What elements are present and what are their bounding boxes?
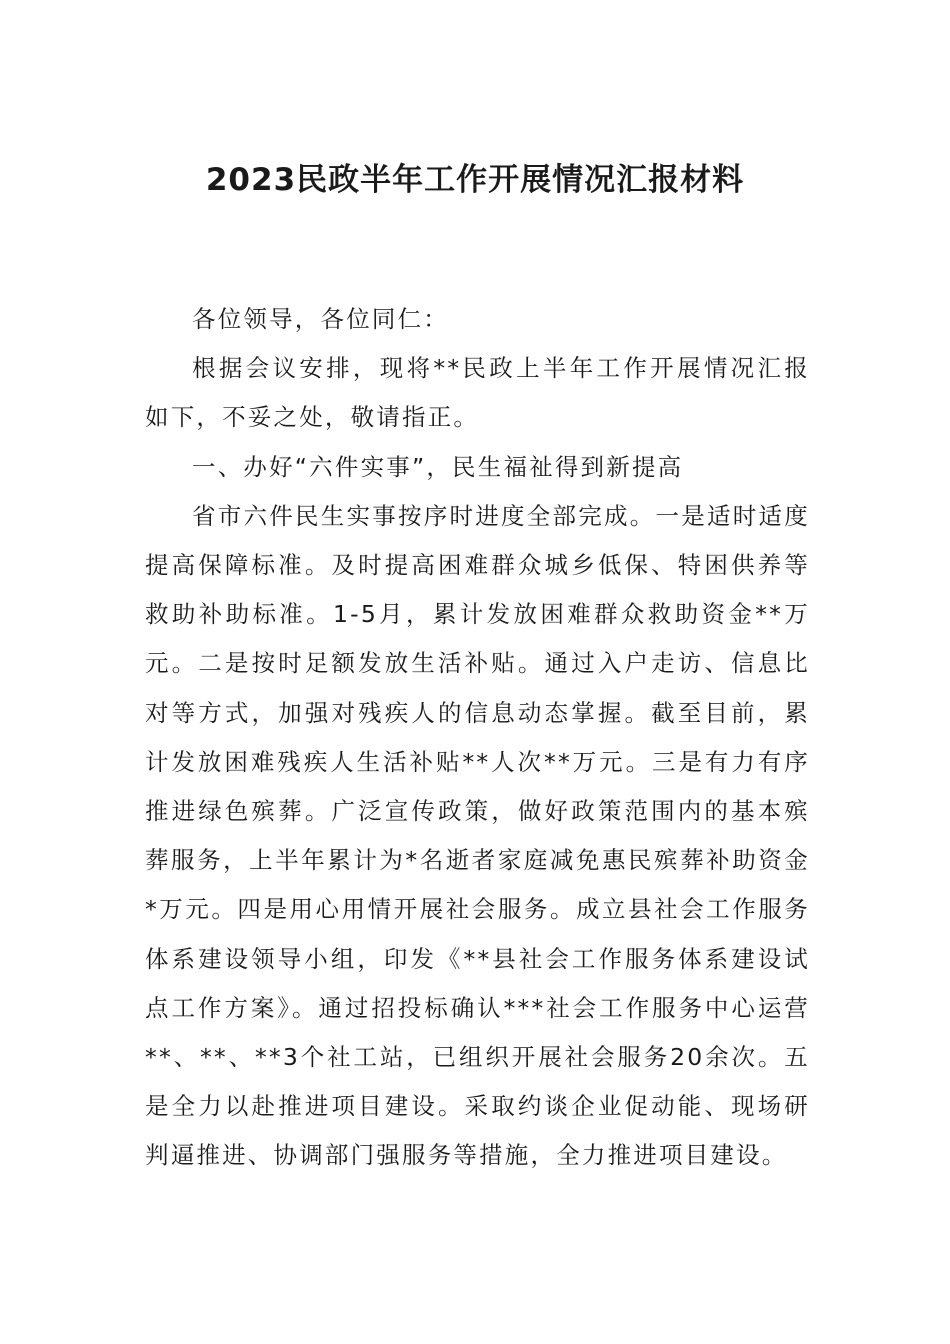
salutation-paragraph: 各位领导，各位同仁： <box>192 305 449 333</box>
document-title: 2023民政半年工作开展情况汇报材料 <box>205 162 745 198</box>
intro-paragraph: 根据会议安排，现将**民政上半年工作开展情况汇报如下，不妥之处，敬请指正。 <box>145 354 810 432</box>
section-heading-1: 一、办好“六件实事”，民生福祉得到新提高 <box>192 452 684 481</box>
section-1-content-paragraph: 省市六件民生实事按序时进度全部完成。一是适时适度提高保障标准。及时提高困难群众城乡低保、特困供养等救助补助标准。1-5月，累计发放困难群众救助资金**万元。二是按时足额发放生活补贴。通过入户走访、信息比对等方式，加强对残疾人的信息动态掌握。截至目前，累计发放困难残疾人生活补贴**人次**万元。三是有力有序推进绿色殡葬。广泛宣传政策，做好政策范围内的基本殡葬服务，上半年累计为*名逝者家庭减免惠民殡葬补助资金*万元。四是用心用情开展社会服务。成立县社会工作服务体系建设领导小组，印发《**县社会工作服务体系建设试点工作方案》。通过招投标确认***社会工作服务中心运营**、**、**3个社工站，已组织开展社会服务20余次。五是全力以赴推进项目建设。采取约谈企业促动能、现场研判逼推进、协调部门强服务等措施，全力推进项目建设。 <box>145 501 810 1170</box>
document-body <box>145 295 810 1181</box>
